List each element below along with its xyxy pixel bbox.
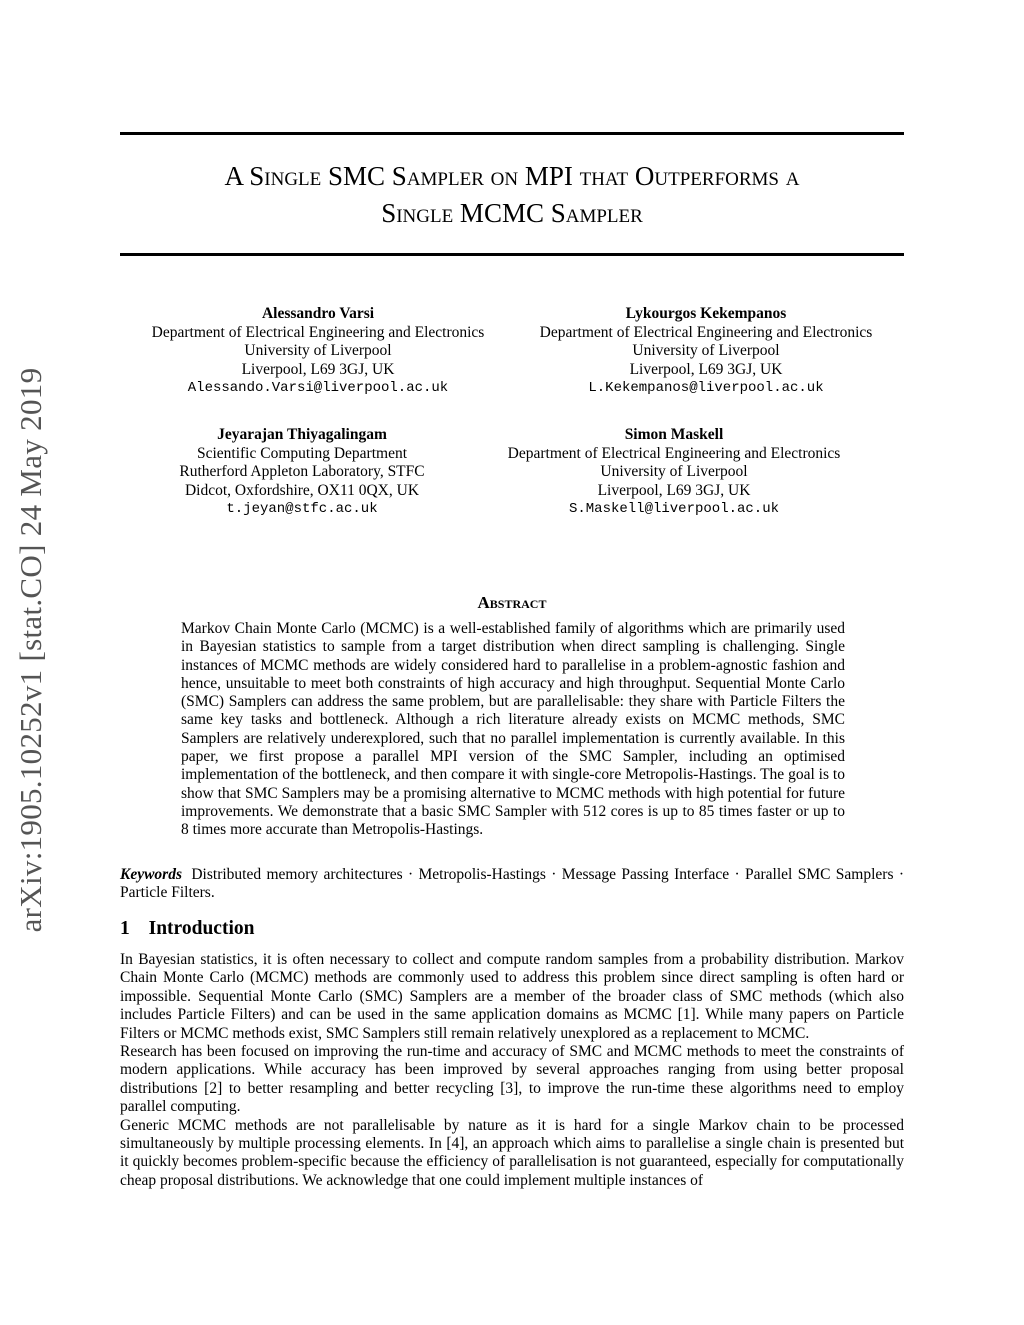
paragraph: Generic MCMC methods are not parallelisable by nature as it is hard for a single Markov chain to be processed simultaneously by multiple processing elements. In [4], an approach which aims to parallelise a single chain is presented but it quickly becomes problem-specific because the efficiency of parallelisation is not guaranteed, especially for computationally cheap proposal distributions. We acknowledge that one could implement multiple instances of <box>120 1116 904 1189</box>
section-number: 1 <box>120 918 130 939</box>
author-block <box>474 426 874 519</box>
paragraph: In Bayesian statistics, it is often necessary to collect and compute random samples from a probability distribution. Markov Chain Monte Carlo (MCMC) methods are commonly used to address this problem since direct sampling is often hard or impossible. Sequential Monte Carlo (SMC) Samplers are a member of the broader class of SMC methods (which also includes Particle Filters) and can be used in the same application domains as MCMC [1]. While many papers on Particle Filters or MCMC methods exist, SMC Samplers still remain relatively unexplored as a replacement to MCMC. <box>120 951 904 1042</box>
author-block <box>506 305 906 398</box>
keywords-text: Distributed memory architectures · Metropolis-Hastings · Message Passing Interface · Parallel SMC Samplers · Particle Filters. <box>120 866 904 902</box>
author-name: Simon Maskell <box>624 426 724 443</box>
author-institution: University of Liverpool <box>244 342 392 360</box>
author-institution: Rutherford Appleton Laboratory, STFC <box>179 463 425 481</box>
author-block <box>102 426 502 519</box>
author-department: Department of Electrical Engineering and Electronics <box>539 323 873 341</box>
author-email[interactable]: L.Kekempanos@liverpool.ac.uk <box>588 380 824 397</box>
author-institution: University of Liverpool <box>632 342 780 360</box>
author-department: Department of Electrical Engineering and Electronics <box>151 323 485 341</box>
paragraph: Research has been focused on improving the run-time and accuracy of SMC and MCMC methods to meet the constraints of modern applications. While accuracy has been improved by several approaches ranging from using better proposal distributions [2] to better resampling and better recycling [3], to improve the run-time these algorithms need to employ parallel computing. <box>120 1043 904 1116</box>
author-address: Liverpool, L69 3GJ, UK <box>597 481 751 499</box>
abstract-heading: Abstract <box>477 593 547 612</box>
author-department: Scientific Computing Department <box>196 444 408 462</box>
author-institution: University of Liverpool <box>600 463 748 481</box>
author-email[interactable]: S.Maskell@liverpool.ac.uk <box>568 501 780 518</box>
author-block <box>118 305 518 398</box>
author-address: Liverpool, L69 3GJ, UK <box>241 360 395 378</box>
title-top-rule <box>120 132 904 135</box>
author-email[interactable]: t.jeyan@stfc.ac.uk <box>226 501 378 518</box>
author-department: Department of Electrical Engineering and Electronics <box>507 444 841 462</box>
title-bottom-rule <box>120 253 904 256</box>
section-heading <box>120 918 254 940</box>
keywords-label: Keywords <box>120 866 182 883</box>
title-line-2: Single MCMC Sampler <box>381 198 643 228</box>
paper-title <box>120 158 904 232</box>
author-address: Didcot, Oxfordshire, OX11 0QX, UK <box>184 481 420 499</box>
section-title: Introduction <box>148 918 255 939</box>
author-name: Lykourgos Kekempanos <box>625 305 787 322</box>
section-body <box>120 951 904 1190</box>
abstract-text: Markov Chain Monte Carlo (MCMC) is a well-established family of algorithms which are primarily used in Bayesian statistics to sample from a target distribution when direct sampling is challenging. Single instances of MCMC methods are widely considered hard to parallelise in a problem-agnostic fashion and hence, unsuitable to meet both constraints of high accuracy and high throughput. Sequential Monte Carlo (SMC) Samplers can address the same problem, but are parallelisable: they share with Particle Filters the same key tasks and bottleneck. Although a rich literature already exists on MCMC methods, SMC Samplers are relatively underexplored, such that no parallel implementation is currently available. In this paper, we first propose a parallel MPI version of the SMC Sampler, including an optimised implementation of the bottleneck, and then compare it with single-core Metropolis-Hastings. The goal is to show that SMC Samplers may be a promising alternative to MCMC methods with high potential for future improvements. We demonstrate that a basic SMC Sampler with 512 cores is up to 85 times faster or up to 8 times more accurate than Metropolis-Hastings. <box>181 620 845 839</box>
arxiv-identifier: arXiv:1905.10252v1 [stat.CO] 24 May 2019 <box>13 367 48 933</box>
author-address: Liverpool, L69 3GJ, UK <box>629 360 783 378</box>
title-line-1: A Single SMC Sampler on MPI that Outperforms a <box>224 161 800 191</box>
author-name: Jeyarajan Thiyagalingam <box>217 426 387 443</box>
author-email[interactable]: Alessando.Varsi@liverpool.ac.uk <box>187 380 449 397</box>
author-name: Alessandro Varsi <box>261 305 375 322</box>
keywords <box>120 866 904 903</box>
